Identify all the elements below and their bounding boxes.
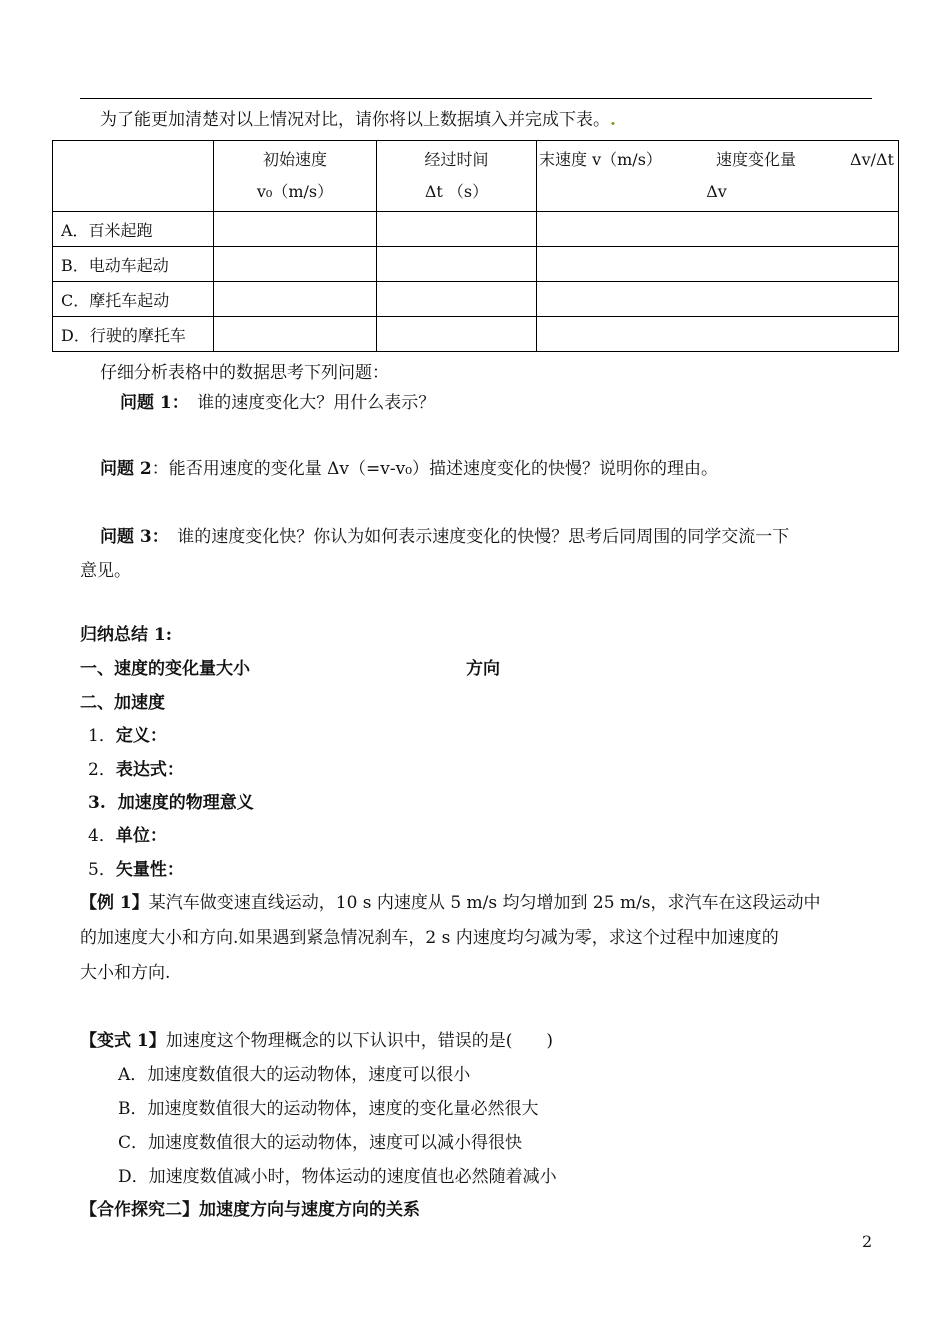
variant-stem: 加速度这个物理概念的以下认识中，错误的是( ) bbox=[165, 1031, 554, 1051]
summary-title: 归纳总结 1: bbox=[80, 625, 173, 645]
header-label: 初始速度 bbox=[262, 150, 327, 169]
row-label: A．百米起跑 bbox=[53, 212, 214, 247]
header-rule bbox=[80, 98, 872, 99]
data-table bbox=[52, 140, 899, 352]
input-cell[interactable] bbox=[214, 282, 377, 317]
item-label: 加速度的物理意义 bbox=[117, 793, 254, 813]
edit-mark-icon: . bbox=[610, 110, 616, 130]
summary-item bbox=[88, 859, 184, 881]
intro-text bbox=[100, 109, 616, 131]
item-number: 4． bbox=[88, 826, 116, 846]
item-label: 单位： bbox=[115, 826, 167, 846]
question-label: 问题 3： bbox=[100, 527, 161, 547]
row-label: D．行驶的摩托车 bbox=[53, 317, 214, 352]
variant-1 bbox=[80, 1030, 553, 1052]
option-a: A．加速度数值很大的运动物体，速度可以很小 bbox=[118, 1065, 471, 1085]
example-1-line3: 大小和方向. bbox=[80, 963, 171, 983]
table-row bbox=[53, 212, 899, 247]
table-header-row bbox=[53, 141, 899, 212]
row-label: C．摩托车起动 bbox=[53, 282, 214, 317]
item-label: 定义： bbox=[115, 726, 167, 746]
page-number: 2 bbox=[862, 1232, 873, 1251]
summary-item bbox=[88, 725, 167, 747]
input-cell[interactable] bbox=[214, 317, 377, 352]
item-number: 3. bbox=[88, 793, 106, 813]
input-cell[interactable] bbox=[537, 212, 899, 247]
table-row bbox=[53, 247, 899, 282]
question-label: 问题 1： bbox=[120, 393, 181, 413]
question-text: 谁的速度变化大？用什么表示？ bbox=[197, 393, 436, 413]
row-label: B．电动车起动 bbox=[53, 247, 214, 282]
header-label: 经过时间 bbox=[424, 150, 489, 169]
item-label: 表达式： bbox=[115, 760, 184, 780]
option-b: B．加速度数值很大的运动物体，速度的变化量必然很大 bbox=[118, 1099, 539, 1119]
header-corner-cell bbox=[53, 141, 214, 212]
summary-velocity-change: 一、速度的变化量大小 bbox=[80, 659, 250, 679]
intro-sentence: 为了能更加清楚对以上情况对比，请你将以上数据填入并完成下表。 bbox=[100, 110, 610, 130]
option-d: D．加速度数值减小时，物体运动的速度值也必然随着减小 bbox=[118, 1167, 557, 1187]
example-tag: 【例 1】 bbox=[80, 893, 149, 913]
question-text: 谁的速度变化快？你认为如何表示速度变化的快慢？思考后同周围的同学交流一下 bbox=[177, 527, 790, 547]
header-unit: v₀（m/s） bbox=[256, 182, 334, 201]
question-3-continued: 意见。 bbox=[80, 561, 131, 581]
input-cell[interactable] bbox=[377, 282, 537, 317]
item-number: 2． bbox=[88, 760, 116, 780]
question-2 bbox=[100, 458, 718, 480]
question-label: 问题 2 bbox=[100, 459, 152, 479]
example-1 bbox=[80, 892, 821, 914]
header-delta-v: Δv bbox=[706, 182, 727, 201]
table-row bbox=[53, 282, 899, 317]
example-text: 某汽车做变速直线运动，10 s 内速度从 5 m/s 均匀增加到 25 m/s，求汽车在这段运动中 bbox=[148, 893, 821, 913]
section-2-title: 【合作探究二】加速度方向与速度方向的关系 bbox=[80, 1200, 420, 1220]
item-label: 矢量性： bbox=[115, 860, 184, 880]
summary-item bbox=[88, 792, 254, 814]
question-1 bbox=[120, 392, 435, 414]
variant-tag: 【变式 1】 bbox=[80, 1031, 166, 1051]
input-cell[interactable] bbox=[537, 317, 899, 352]
summary-item bbox=[88, 825, 167, 847]
header-final-velocity: 末速度 v（m/s） bbox=[539, 150, 662, 169]
header-velocity-change: 速度变化量 bbox=[715, 150, 796, 169]
input-cell[interactable] bbox=[214, 212, 377, 247]
summary-direction: 方向 bbox=[466, 659, 500, 679]
summary-acceleration: 二、加速度 bbox=[80, 693, 165, 713]
question-text: ：能否用速度的变化量 Δv（=v-v₀）描述速度变化的快慢？说明你的理由。 bbox=[151, 459, 719, 479]
input-cell[interactable] bbox=[214, 247, 377, 282]
example-1-line2: 的加速度大小和方向.如果遇到紧急情况刹车，2 s 内速度均匀减为零，求这个过程中加速度的 bbox=[80, 928, 779, 948]
header-initial-velocity bbox=[214, 141, 377, 212]
option-c: C．加速度数值很大的运动物体，速度可以减小得很快 bbox=[118, 1133, 523, 1153]
header-ratio: Δv/Δt bbox=[850, 150, 894, 169]
input-cell[interactable] bbox=[377, 317, 537, 352]
table-row bbox=[53, 317, 899, 352]
input-cell[interactable] bbox=[537, 247, 899, 282]
summary-item bbox=[88, 759, 184, 781]
input-cell[interactable] bbox=[377, 247, 537, 282]
item-number: 1． bbox=[88, 726, 116, 746]
question-3 bbox=[100, 526, 789, 548]
header-unit: Δt （s） bbox=[424, 182, 489, 201]
header-final-velocity-group bbox=[537, 141, 899, 212]
header-elapsed-time bbox=[377, 141, 537, 212]
input-cell[interactable] bbox=[377, 212, 537, 247]
analysis-intro: 仔细分析表格中的数据思考下列问题： bbox=[100, 363, 389, 383]
input-cell[interactable] bbox=[537, 282, 899, 317]
item-number: 5． bbox=[88, 860, 116, 880]
